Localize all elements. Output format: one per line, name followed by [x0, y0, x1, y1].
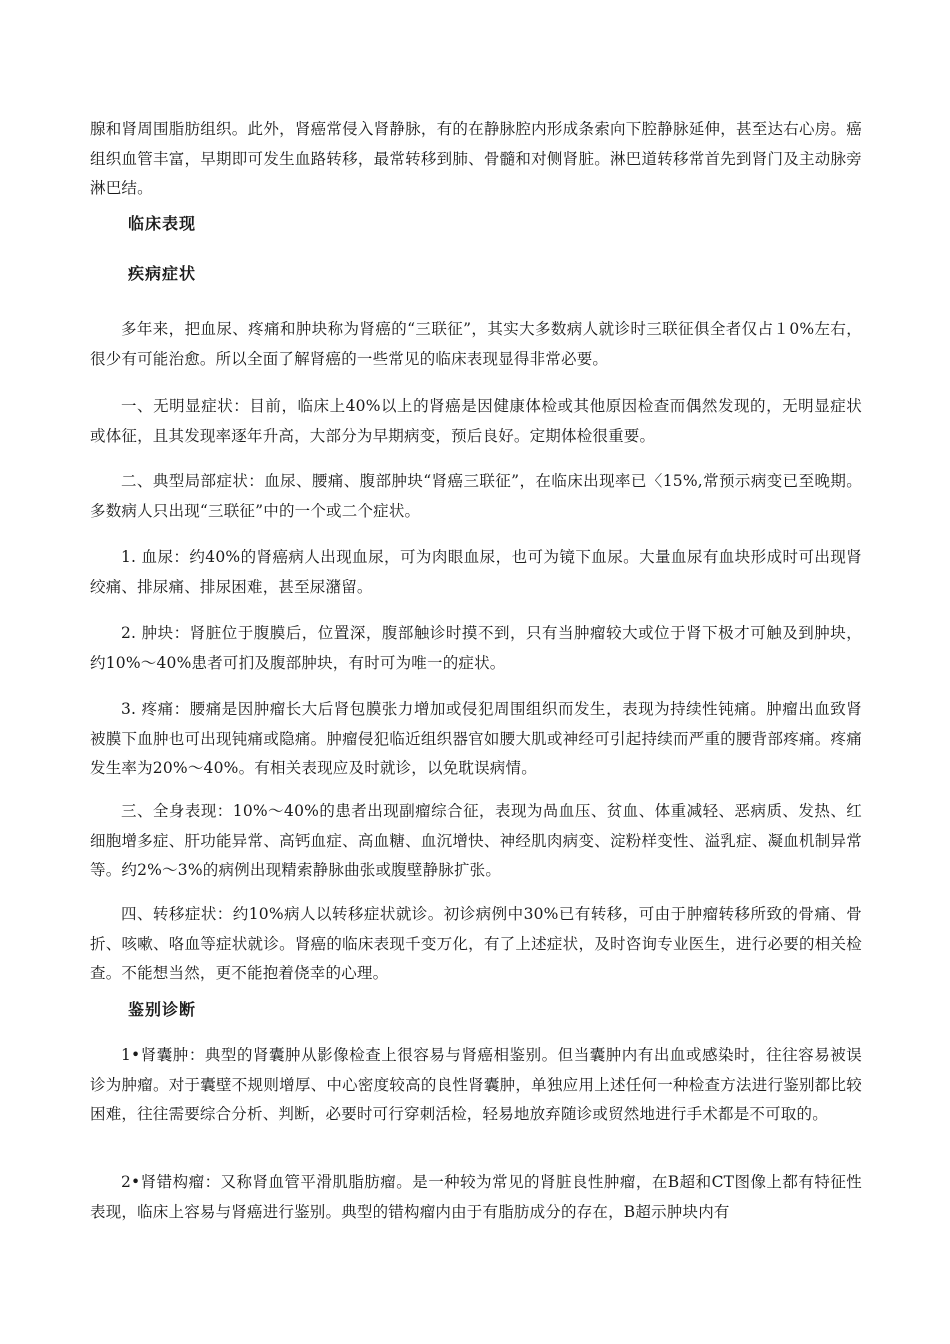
- paragraph-renal-cyst: 1•肾囊肿：典型的肾囊肿从影像检查上很容易与肾癌相鉴别。但当囊肿内有出血或感染时，往往容易被误诊为肿瘤。对于囊壁不规则增厚、中心密度较高的良性肾囊肿，单独应用上述任何一种检查方法进行鉴别都比较困难，往往需要综合分析、判断，必要时可行穿刺活检，轻易地放弃随诊或贸然地进行手术都是不可取的。: [90, 1046, 862, 1123]
- heading-disease-symptoms: 疾病症状: [128, 264, 197, 283]
- paragraph-hematuria: 1. 血尿：约40%的肾癌病人出现血尿，可为肉眼血尿，也可为镜下血尿。大量血尿有血块形成时可出现肾绞痛、排尿痛、排尿困难，甚至尿潴留。: [90, 548, 862, 596]
- paragraph-angiomyolipoma: 2•肾错构瘤：又称肾血管平滑肌脂肪瘤。是一种较为常见的肾脏良性肿瘤，在B超和CT图像上都有特征性表现，临床上容易与肾癌进行鉴别。典型的错构瘤内由于有脂肪成分的存在，B超示肿块内有: [90, 1173, 862, 1221]
- paragraph-systemic-manifestations: 三、全身表现：10%〜40%的患者出现副瘤综合征，表现为咼血压、贫血、体重减轻、恶病质、发热、红细胞增多症、肝功能异常、高钙血症、高血糖、血沉增快、神经肌肉病变、淀粉样变性、溢乳症、凝血机制异常等。约2%〜3%的病例出现精索静脉曲张或腹壁静脉扩张。: [90, 802, 862, 879]
- paragraph-no-obvious-symptoms: 一、无明显症状：目前，临床上40%以上的肾癌是因健康体检或其他原因检查而偶然发现的，无明显症状或体征，且其发现率逐年升高，大部分为早期病变，预后良好。定期体检很重要。: [90, 397, 862, 445]
- paragraph-pain: 3. 疼痛：腰痛是因肿瘤长大后肾包膜张力增加或侵犯周围组织而发生，表现为持续性钝痛。肿瘤出血致肾被膜下血肿也可出现钝痛或隐痛。肿瘤侵犯临近组织器官如腰大肌或神经可引起持续而严重的腰背部疼痛。疼痛发生率为20%〜40%。有相关表现应及时就诊，以免耽误病情。: [90, 700, 862, 777]
- heading-differential-diagnosis: 鉴别诊断: [128, 1000, 197, 1019]
- paragraph-metastatic-symptoms: 四、转移症状：约10%病人以转移症状就诊。初诊病例中30%已有转移，可由于肿瘤转移所致的骨痛、骨折、咳嗽、咯血等症状就诊。肾癌的临床表现千变万化，有了上述症状，及时咨询专业医生，进行必要的相关检查。不能想当然，更不能抱着侥幸的心理。: [90, 905, 862, 982]
- paragraph-triad-overview: 多年来，把血尿、疼痛和肿块称为肾癌的“三联征”，其实大多数病人就诊时三联征俱全者仅占１0%左右，很少有可能治愈。所以全面了解肾癌的一些常见的临床表现显得非常必要。: [90, 320, 862, 368]
- paragraph-typical-local-symptoms: 二、典型局部症状：血尿、腰痛、腹部肿块“肾癌三联征”，在临床出现率已〈15%,常预示病变已至晚期。多数病人只出现“三联征”中的一个或二个症状。: [90, 472, 862, 520]
- paragraph-metastasis-intro: 腺和肾周围脂肪组织。此外，肾癌常侵入肾静脉，有的在静脉腔内形成条索向下腔静脉延伸，甚至达右心房。癌组织血管丰富，早期即可发生血路转移，最常转移到肺、骨髓和对侧肾脏。淋巴道转移常首先到肾门及主动脉旁淋巴结。: [90, 120, 862, 197]
- heading-clinical-manifestations: 临床表现: [128, 214, 197, 233]
- paragraph-mass: 2. 肿块：肾脏位于腹膜后，位置深，腹部触诊时摸不到，只有当肿瘤较大或位于肾下极才可触及到肿块，约10%〜40%患者可扪及腹部肿块，有时可为唯一的症状。: [90, 624, 862, 672]
